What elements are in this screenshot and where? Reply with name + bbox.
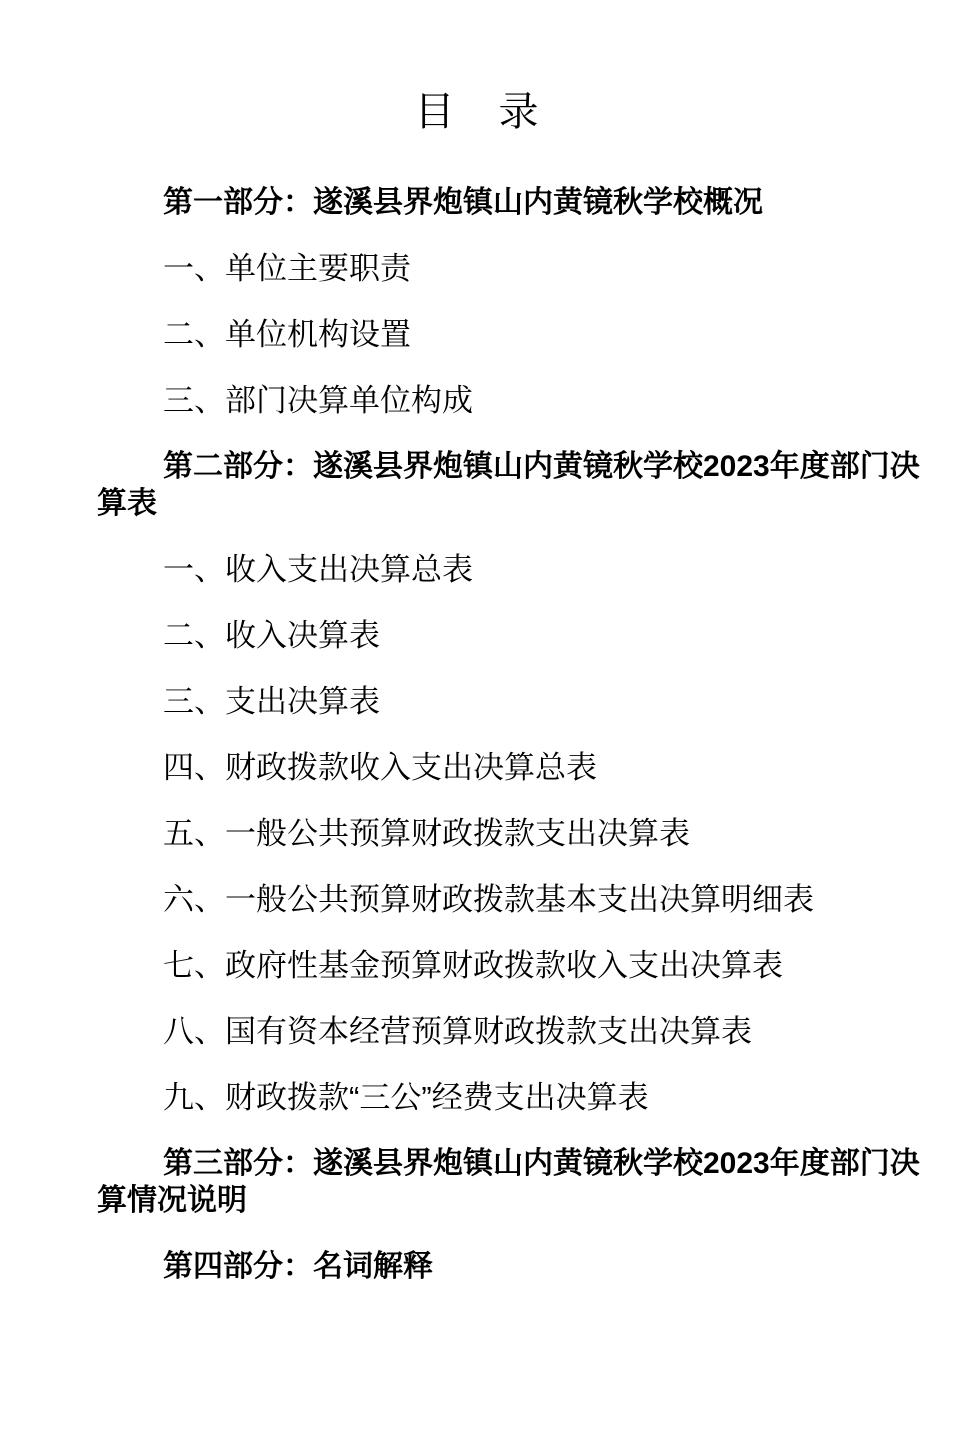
toc-item: 三、部门决算单位构成 [163, 383, 473, 418]
toc-item: 一、单位主要职责 [163, 251, 411, 286]
toc-section-heading-part2: 第二部分：遂溪县界炮镇山内黄镜秋学校2023年度部门决算表 [97, 450, 920, 520]
document-page [0, 92, 955, 1433]
toc-title: 目 录 [414, 90, 541, 134]
toc-section-heading-part1: 第一部分：遂溪县界炮镇山内黄镜秋学校概况 [163, 186, 763, 219]
toc-item: 八、国有资本经营预算财政拨款支出决算表 [163, 1014, 752, 1049]
toc-item: 九、财政拨款“三公”经费支出决算表 [163, 1080, 649, 1115]
toc-item: 二、收入决算表 [163, 618, 380, 653]
toc-item: 六、一般公共预算财政拨款基本支出决算明细表 [163, 882, 814, 917]
toc-item: 二、单位机构设置 [163, 317, 411, 352]
toc-item: 四、财政拨款收入支出决算总表 [163, 750, 597, 785]
toc-item: 一、收入支出决算总表 [163, 552, 473, 587]
toc-item: 五、一般公共预算财政拨款支出决算表 [163, 816, 690, 851]
toc-item: 七、政府性基金预算财政拨款收入支出决算表 [163, 948, 783, 983]
toc-section-heading-part4: 第四部分：名词解释 [163, 1250, 433, 1283]
toc-list [97, 184, 937, 1285]
toc-section-heading-part3: 第三部分：遂溪县界炮镇山内黄镜秋学校2023年度部门决算情况说明 [97, 1147, 920, 1217]
toc-item: 三、支出决算表 [163, 684, 380, 719]
